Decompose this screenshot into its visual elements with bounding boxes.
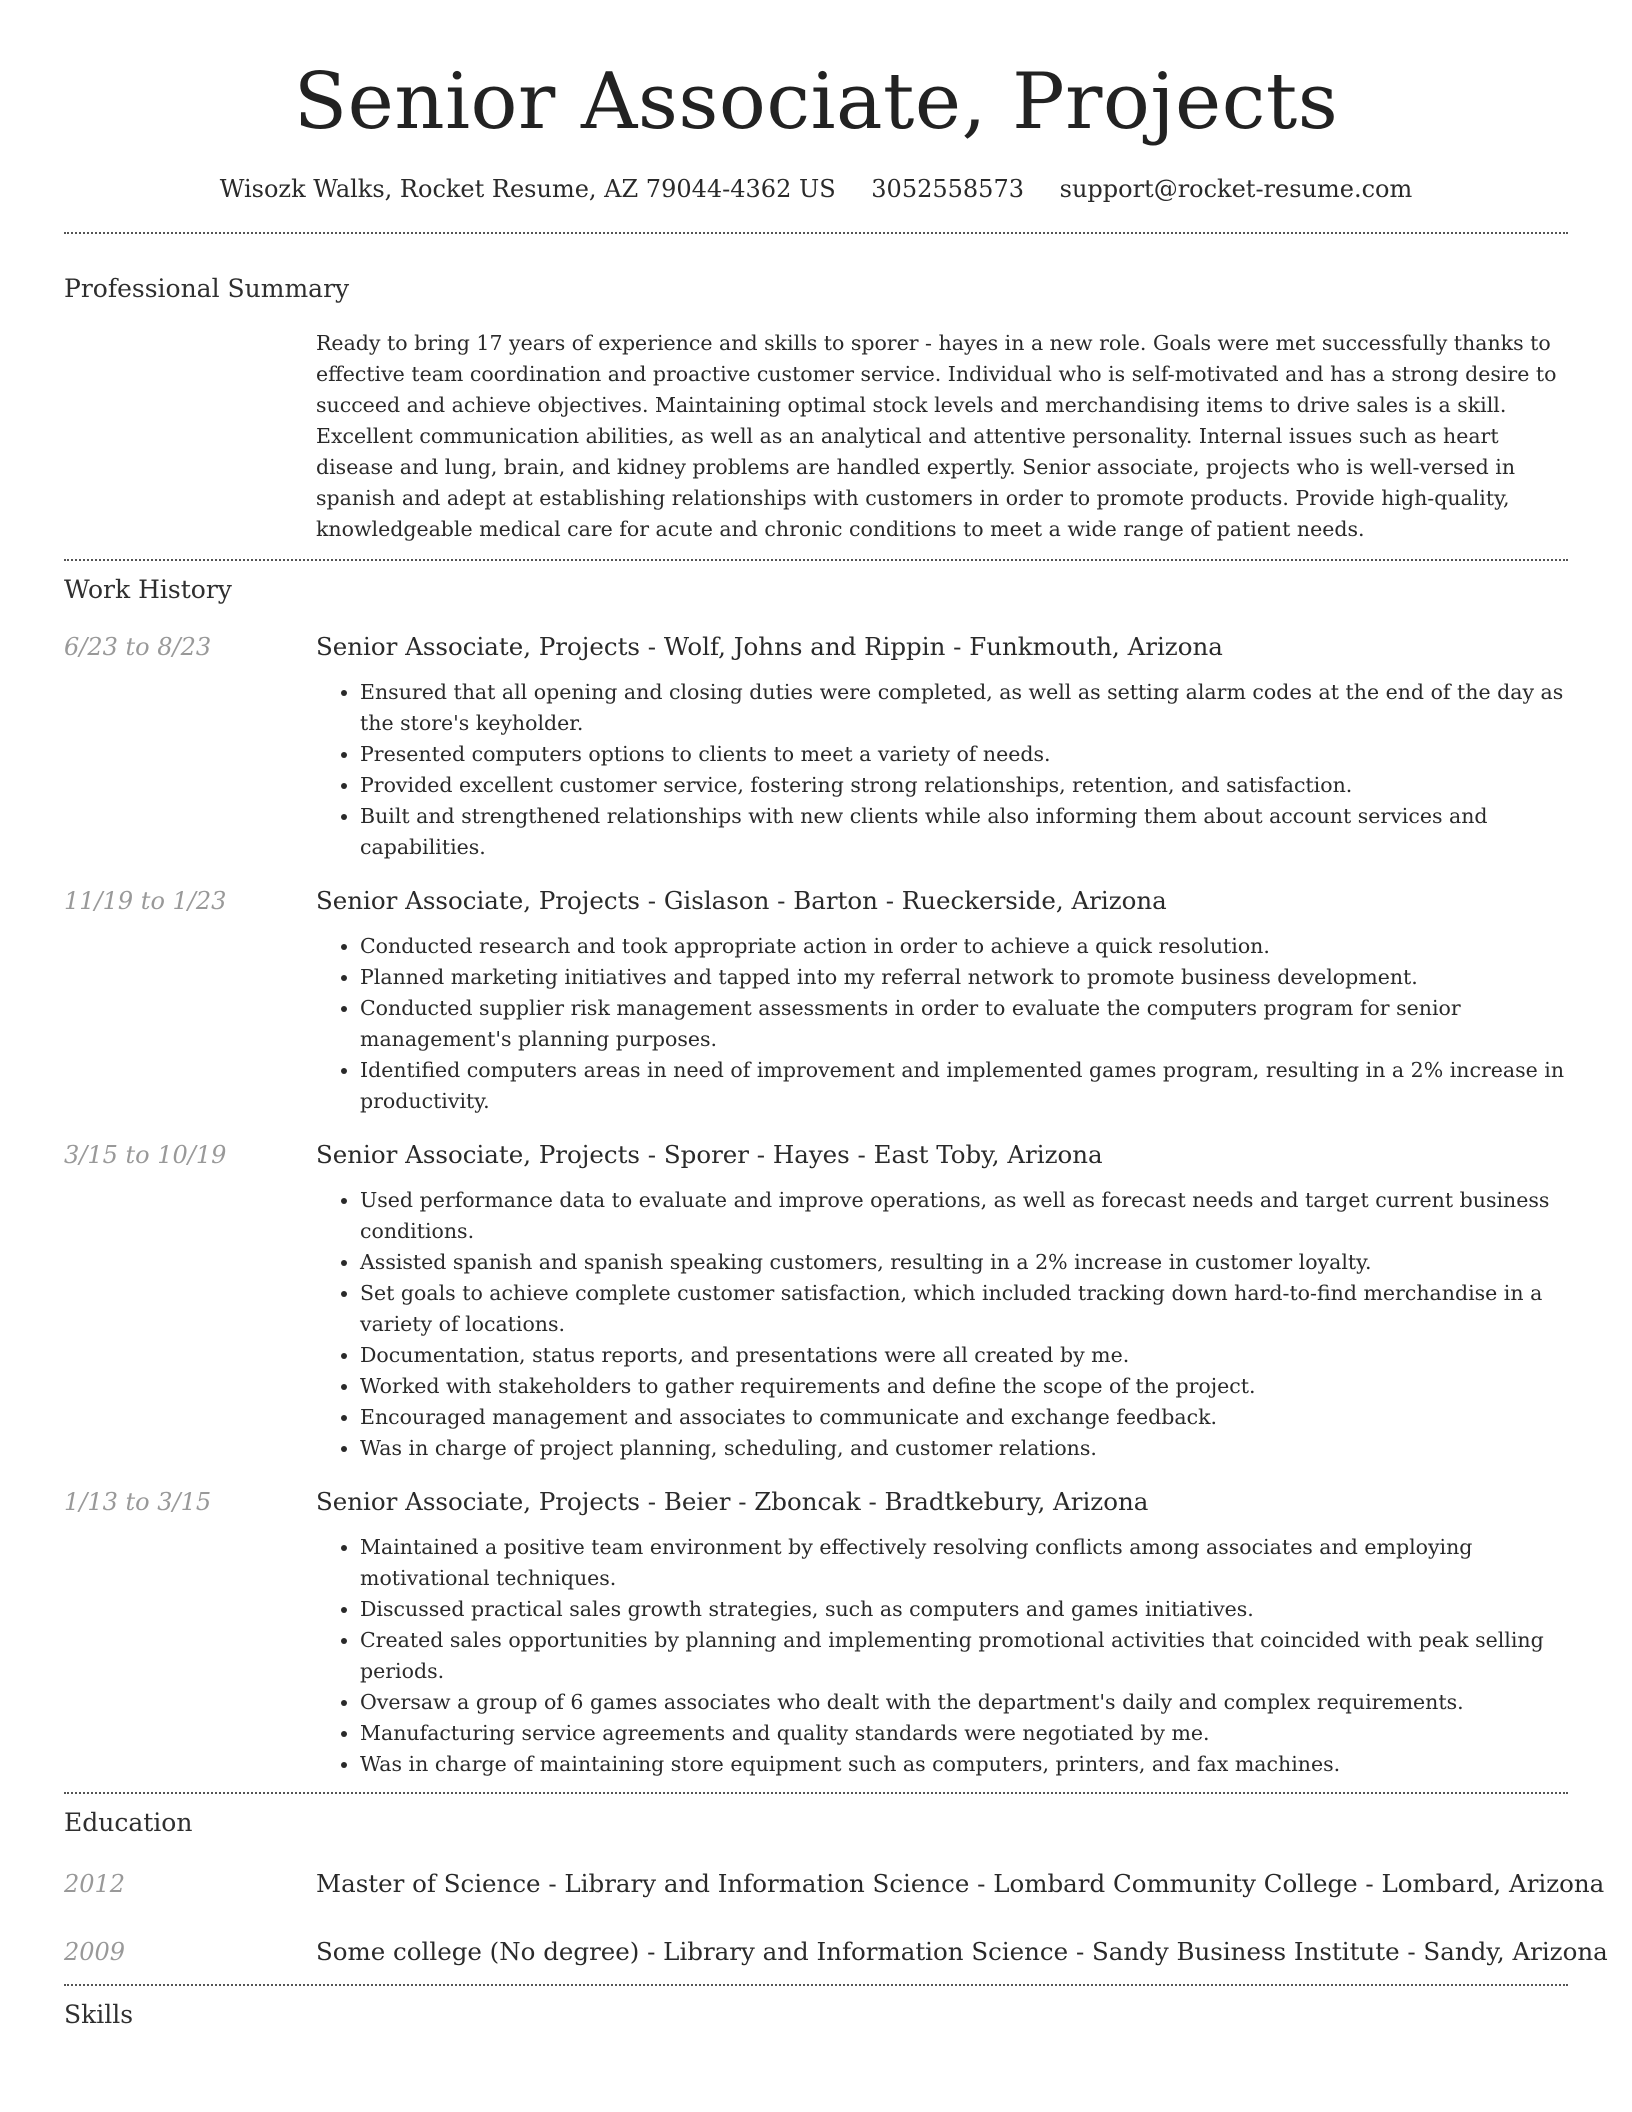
job-bullet: • Worked with stakeholders to gather requirements and define the scope of the project. [360,1371,1568,1402]
job-entry [64,1139,1568,1464]
job-dates: 6/23 to 8/23 [64,633,212,661]
job-bullet: • Used performance data to evaluate and improve operations, as well as forecast needs and target current business conditions. [360,1185,1568,1247]
education-year: 2009 [64,1938,126,1966]
resume-header [64,0,1568,206]
job-bullet: • Documentation, status reports, and presentations were all created by me. [360,1340,1568,1371]
education-entry [64,1936,1608,1968]
section-divider [64,232,1568,234]
job-heading: Senior Associate, Projects - Gislason - Barton - Rueckerside, Arizona [316,886,1167,915]
work-history-heading: Work History [64,575,232,604]
section-divider [64,559,1568,561]
job-bullet: • Conducted research and took appropriate action in order to achieve a quick resolution. [360,931,1568,962]
job-bullet: • Ensured that all opening and closing duties were completed, as well as setting alarm codes at the end of the day as the store's keyholder. [360,677,1568,739]
job-entry [64,1486,1568,1780]
education-details: Some college (No degree) - Library and Information Science - Sandy Business Institute - Sandy, Arizona [316,1937,1608,1966]
contact-phone: 3052558573 [871,175,1024,203]
skills-heading: Skills [64,2000,134,2029]
job-dates: 1/13 to 3/15 [64,1488,212,1516]
education-year: 2012 [64,1870,126,1898]
job-bullet: • Created sales opportunities by planning and implementing promotional activities that coincided with peak selling periods. [360,1625,1568,1687]
job-bullet: • Encouraged management and associates to communicate and exchange feedback. [360,1402,1568,1433]
job-heading: Senior Associate, Projects - Wolf, Johns and Rippin - Funkmouth, Arizona [316,632,1223,661]
job-details [316,1139,1568,1464]
job-entry [64,631,1568,863]
job-bullet: • Was in charge of project planning, scheduling, and customer relations. [360,1433,1568,1464]
job-dates: 11/19 to 1/23 [64,887,227,915]
job-bullet: • Assisted spanish and spanish speaking customers, resulting in a 2% increase in customer loyalty. [360,1247,1568,1278]
job-bullets [316,1532,1568,1780]
summary-heading: Professional Summary [64,274,350,303]
job-details [316,1486,1568,1780]
contact-line [64,172,1568,206]
education-details: Master of Science - Library and Information Science - Lombard Community College - Lombard, Arizona [316,1869,1605,1898]
education-heading: Education [64,1808,193,1837]
job-bullet: • Built and strengthened relationships with new clients while also informing them about account services and capabilities. [360,801,1568,863]
job-details [316,631,1568,863]
summary-text: Ready to bring 17 years of experience and skills to sporer - hayes in a new role. Goals were met successfully thanks to effective team coordination and proactive customer service. Individual who is self-motivated and has a strong desire to succeed and achieve objectives. Maintaining optimal stock levels and merchandising items to drive sales is a skill. Excellent communication abilities, as well as an analytical and attentive personality. Internal issues such as heart disease and lung, brain, and kidney problems are handled expertly. Senior associate, projects who is well-versed in spanish and adept at establishing relationships with customers in order to promote products. Provide high-quality, knowledgeable medical care for acute and chronic conditions to meet a wide range of patient needs. [316,331,1557,541]
section-divider [64,1984,1568,1986]
job-bullet: • Was in charge of maintaining store equipment such as computers, printers, and fax machines. [360,1749,1568,1780]
job-heading: Senior Associate, Projects - Sporer - Hayes - East Toby, Arizona [316,1140,1103,1169]
job-heading: Senior Associate, Projects - Beier - Zboncak - Bradtkebury, Arizona [316,1487,1149,1516]
job-bullets [316,677,1568,863]
contact-address: Wisozk Walks, Rocket Resume, AZ 79044-4362 US [219,175,836,203]
job-bullets [316,1185,1568,1464]
job-bullet: • Planned marketing initiatives and tapped into my referral network to promote business development. [360,962,1568,993]
job-dates: 3/15 to 10/19 [64,1141,227,1169]
job-bullets [316,931,1568,1117]
job-bullet: • Maintained a positive team environment by effectively resolving conflicts among associates and employing motivational techniques. [360,1532,1568,1594]
job-bullet: • Discussed practical sales growth strategies, such as computers and games initiatives. [360,1594,1568,1625]
job-entry [64,885,1568,1117]
job-bullet: • Identified computers areas in need of improvement and implemented games program, resulting in a 2% increase in productivity. [360,1055,1568,1117]
job-bullet: • Conducted supplier risk management assessments in order to evaluate the computers program for senior management's planning purposes. [360,993,1568,1055]
contact-email: support@rocket-resume.com [1059,175,1413,203]
job-bullet: • Set goals to achieve complete customer satisfaction, which included tracking down hard-to-find merchandise in a variety of locations. [360,1278,1568,1340]
job-bullet: • Provided excellent customer service, fostering strong relationships, retention, and satisfaction. [360,770,1568,801]
job-bullet: • Presented computers options to clients to meet a variety of needs. [360,739,1568,770]
job-details [316,885,1568,1117]
education-entry [64,1868,1605,1900]
job-bullet: • Manufacturing service agreements and quality standards were negotiated by me. [360,1718,1568,1749]
section-divider [64,1792,1568,1794]
resume-name: Senior Associate, Projects [293,57,1339,147]
job-bullet: • Oversaw a group of 6 games associates who dealt with the department's daily and complex requirements. [360,1687,1568,1718]
